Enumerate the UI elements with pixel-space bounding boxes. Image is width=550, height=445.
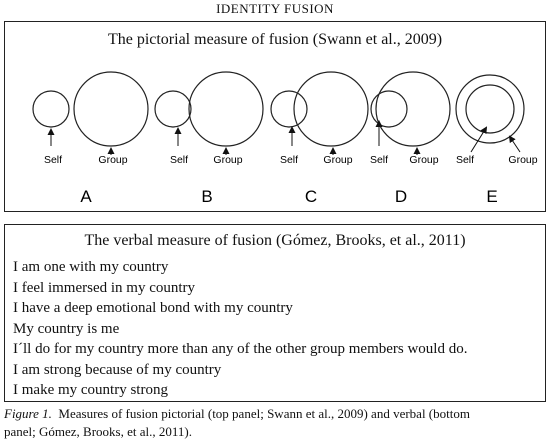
self-circle [466,85,514,133]
group-circle [376,72,450,146]
verbal-item: I feel immersed in my country [13,279,196,296]
caption-line-2: panel; Gómez, Brooks, et al., 2011). [4,424,192,439]
fusion-diagrams [5,22,545,211]
pictorial-measure-title: The pictorial measure of fusion (Swann et al., 2009) [107,31,443,48]
verbal-item: I am one with my country [13,259,169,275]
self-circle [155,91,191,127]
self-label: Self [43,154,63,166]
verbal-item: My country is me [13,320,120,337]
group-label: Group [508,154,538,166]
fusion-option-d [370,72,450,206]
fusion-option-a [33,72,148,206]
group-circle [189,72,263,146]
self-arrow [471,128,486,152]
group-label: Group [98,154,128,166]
group-circle [74,72,148,146]
self-label: Self [279,154,299,166]
verbal-item: I am strong because of my country [13,361,222,378]
option-letter: B [201,187,213,206]
group-label: Group [213,154,243,166]
self-circle [271,91,307,127]
figure-label: Figure 1. [4,406,52,421]
option-letter: C [304,187,318,206]
fusion-option-c [271,72,368,206]
verbal-measure-panel [4,224,546,402]
self-label: Self [369,154,389,166]
verbal-measure-title: The verbal measure of fusion (Gómez, Brooks, et al., 2011) [84,232,466,249]
verbal-item: I´ll do for my country more than any of the other group members would do. [13,341,468,357]
group-label: Group [323,154,353,166]
caption-text-1: Measures of fusion pictorial (top panel; Swann et al., 2009) and verbal (bottom [58,406,470,421]
group-label: Group [409,154,439,166]
fusion-option-b [155,72,263,206]
verbal-item: I have a deep emotional bond with my country [13,300,293,316]
self-label: Self [169,154,189,166]
option-letter: D [394,187,408,206]
caption-line-1 [4,405,546,423]
pictorial-measure-panel [4,21,546,212]
option-letter: E [486,187,498,206]
self-circle [33,91,69,127]
group-circle [294,72,368,146]
verbal-items-list [13,257,467,401]
figure-caption [4,405,546,441]
running-header: IDENTITY FUSION [216,1,334,16]
verbal-item: I make my country strong [13,382,168,398]
group-arrow [510,137,520,152]
option-letter: A [80,187,92,206]
self-label: Self [455,154,475,166]
fusion-option-e [456,75,538,206]
